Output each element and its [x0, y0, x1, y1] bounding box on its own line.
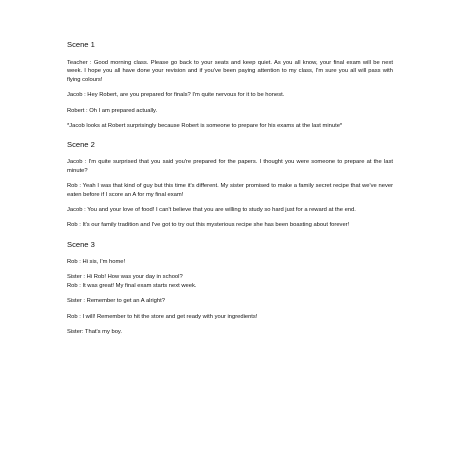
dialogue-line: Rob : I will! Remember to hit the store and get ready with your ingredients! — [67, 313, 258, 320]
scene-title: Scene 3 — [67, 239, 95, 249]
scene-1 — [67, 40, 393, 130]
dialogue-line: Rob : It's our family tradition and I've got to try out this mysterious recipe she has been boasting about forever! — [67, 222, 350, 229]
scene-2 — [67, 140, 393, 229]
dialogue-line: Rob : Yeah I was that kind of guy but this time it's different. My sister promised to make a family secret recipe that we've never eaten before if I score an A for my final exam! — [67, 183, 393, 198]
scene-title: Scene 2 — [67, 140, 95, 150]
dialogue-line: Jacob : Hey Robert, are you prepared for finals? I'm quite nervous for it to be honest. — [67, 92, 285, 99]
dialogue-line: Sister : Remember to get an A alright? — [67, 298, 165, 305]
dialogue-line: Jacob : You and your love of food! I can't believe that you are willing to study so hard just for a reward at the end. — [67, 207, 356, 214]
dialogue-line: Rob : Hi sis, I'm home! — [67, 258, 126, 265]
dialogue-line: Rob : It was great! My final exam starts next week. — [67, 282, 197, 289]
dialogue-line: Robert : Oh I am prepared actually. — [67, 107, 158, 114]
scene-3 — [67, 240, 393, 336]
dialogue-line: Sister : Hi Rob! How was your day in school? — [67, 274, 183, 281]
dialogue-line: Sister: That's my boy. — [67, 328, 123, 335]
scene-title: Scene 1 — [67, 40, 95, 49]
stage-direction: *Jacob looks at Robert surprisingly because Robert is someone to prepare for his exams at the last minute* — [67, 123, 343, 130]
dialogue-line: Teacher : Good morning class. Please go back to your seats and keep quiet. As you all know, your final exam will be next week. I hope you all have done your revision and if you've been paying attention to my class, I'm sure you all will pass with flying colours! — [67, 60, 393, 83]
dialogue-line: Jacob : I'm quite surprised that you said you're prepared for the papers. I thought you were someone to prepare at the last minute? — [67, 159, 393, 174]
document-page — [67, 40, 393, 346]
